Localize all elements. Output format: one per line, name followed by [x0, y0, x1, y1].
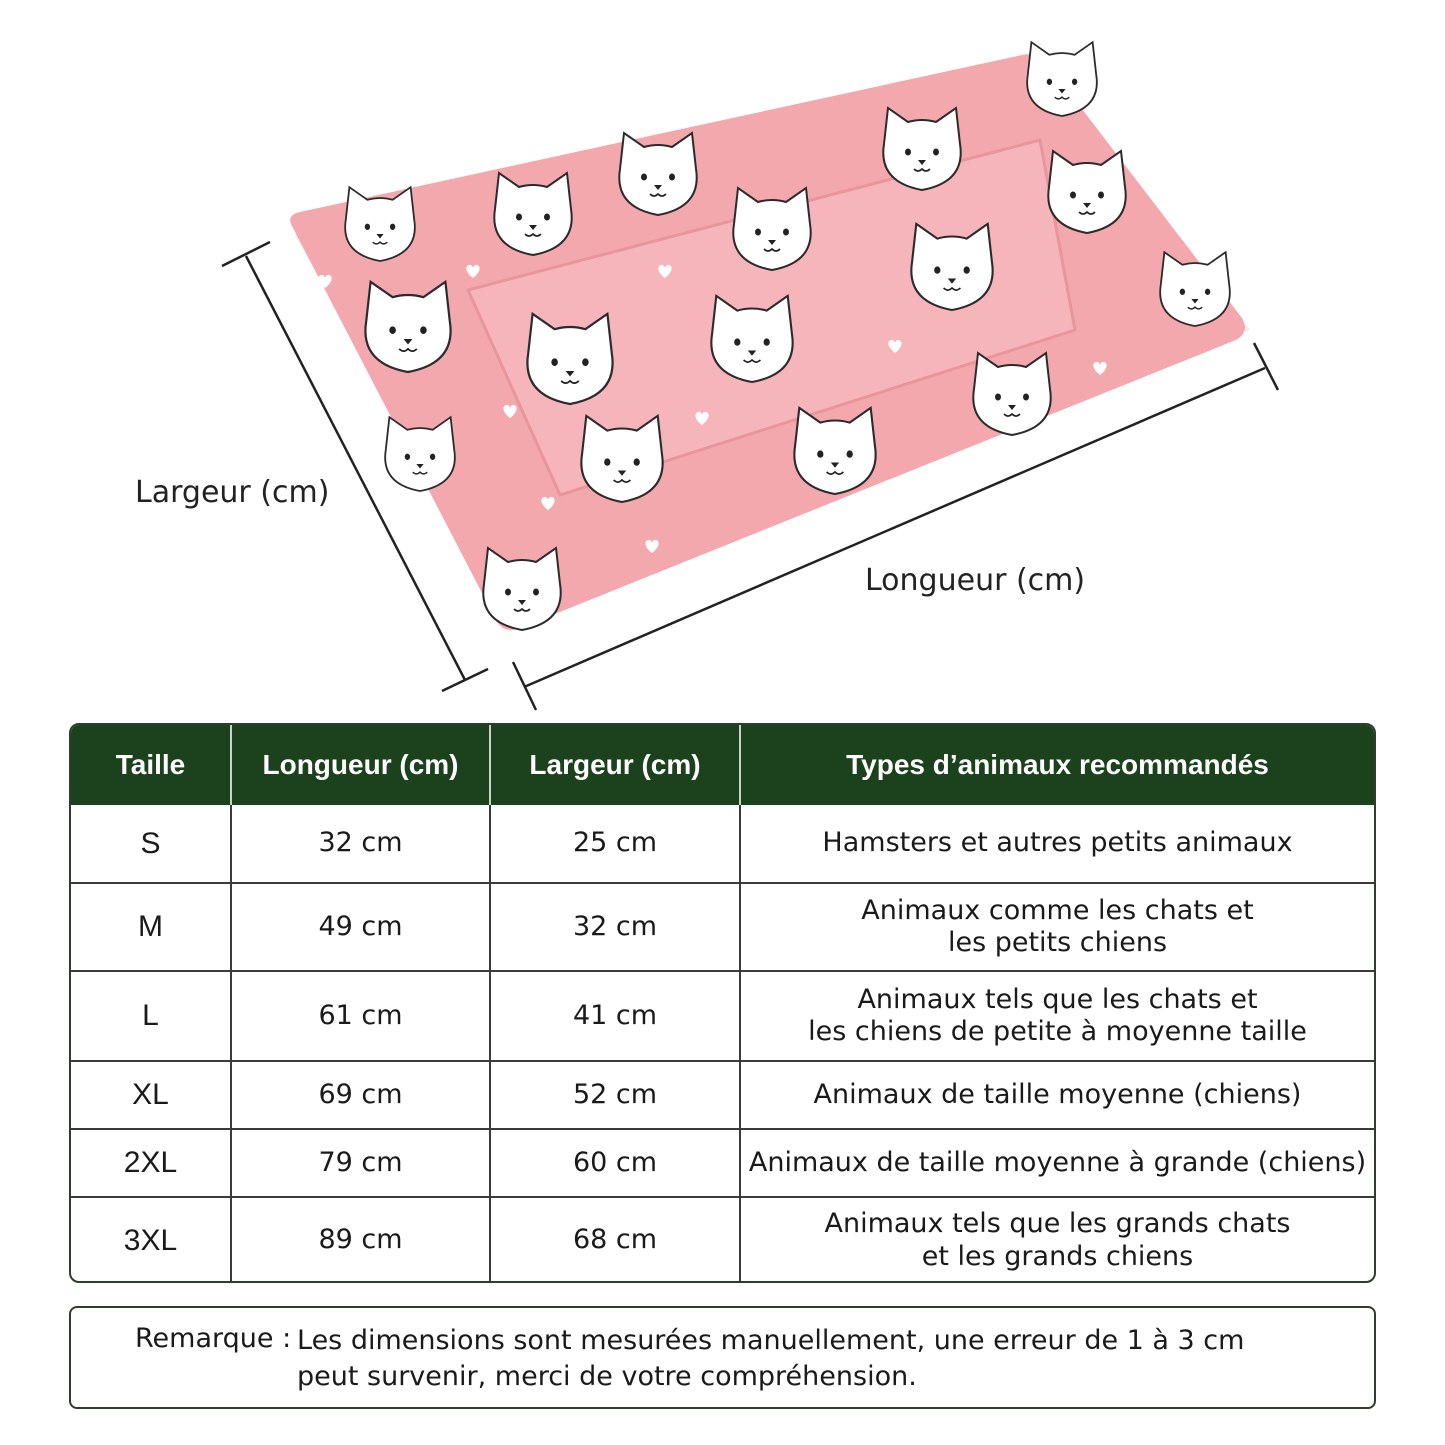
pet-mat-illustration [0, 0, 1445, 715]
table-row [71, 1197, 1374, 1283]
table-header-row [71, 725, 1374, 805]
header-recommended-pets: Types d’animaux recommandés [740, 725, 1374, 805]
width-cell: 68 cm [490, 1197, 740, 1283]
pets-line: Animaux comme les chats et [861, 894, 1254, 926]
size-cell: XL [71, 1061, 231, 1129]
size-cell: 3XL [71, 1197, 231, 1283]
pets-line: Animaux tels que les chats et [857, 983, 1258, 1015]
pets-line: les chiens de petite à moyenne taille [808, 1016, 1307, 1047]
width-cell: 60 cm [490, 1129, 740, 1197]
width-cell: 25 cm [490, 805, 740, 883]
remark-box [69, 1306, 1376, 1409]
length-cell: 89 cm [231, 1197, 490, 1283]
size-cell: M [71, 883, 231, 971]
pet-mat [290, 42, 1250, 630]
length-cell: 61 cm [231, 971, 490, 1061]
size-chart-table [69, 723, 1376, 1283]
width-cell: 32 cm [490, 883, 740, 971]
header-size: Taille [71, 725, 231, 805]
pets-cell [740, 1129, 1374, 1197]
header-width: Largeur (cm) [490, 725, 740, 805]
size-cell: 2XL [71, 1129, 231, 1197]
table-row [71, 883, 1374, 971]
table-row [71, 1061, 1374, 1129]
pets-line: les petits chiens [947, 927, 1168, 958]
table-row [71, 1129, 1374, 1197]
pets-line: Animaux tels que les grands chats [824, 1208, 1291, 1240]
remark-label: Remarque : [135, 1323, 292, 1354]
remark-line: Les dimensions sont mesurées manuellement, une erreur de 1 à 3 cm [297, 1325, 1245, 1356]
size-cell: L [71, 971, 231, 1061]
length-cell: 79 cm [231, 1129, 490, 1197]
length-cell: 32 cm [231, 805, 490, 883]
pets-cell [740, 805, 1374, 883]
remark-text [297, 1323, 1337, 1395]
length-cell: 49 cm [231, 883, 490, 971]
pets-line: et les grands chiens [921, 1240, 1194, 1272]
remark-line: peut survenir, merci de votre compréhension. [297, 1361, 917, 1392]
pets-cell [740, 883, 1374, 971]
table-row [71, 805, 1374, 883]
pets-line: Animaux de taille moyenne (chiens) [813, 1078, 1302, 1110]
size-cell: S [71, 805, 231, 883]
pets-cell [740, 971, 1374, 1061]
pets-cell [740, 1197, 1374, 1283]
pets-cell [740, 1061, 1374, 1129]
length-cell: 69 cm [231, 1061, 490, 1129]
pets-line: Animaux de taille moyenne à grande (chiens) [748, 1146, 1367, 1178]
pets-line: Hamsters et autres petits animaux [822, 827, 1293, 859]
table-row [71, 971, 1374, 1061]
width-cell: 52 cm [490, 1061, 740, 1129]
width-dimension-label: Largeur (cm) [135, 475, 330, 510]
header-length: Longueur (cm) [231, 725, 490, 805]
width-cell: 41 cm [490, 971, 740, 1061]
length-dimension-label: Longueur (cm) [865, 563, 1086, 598]
